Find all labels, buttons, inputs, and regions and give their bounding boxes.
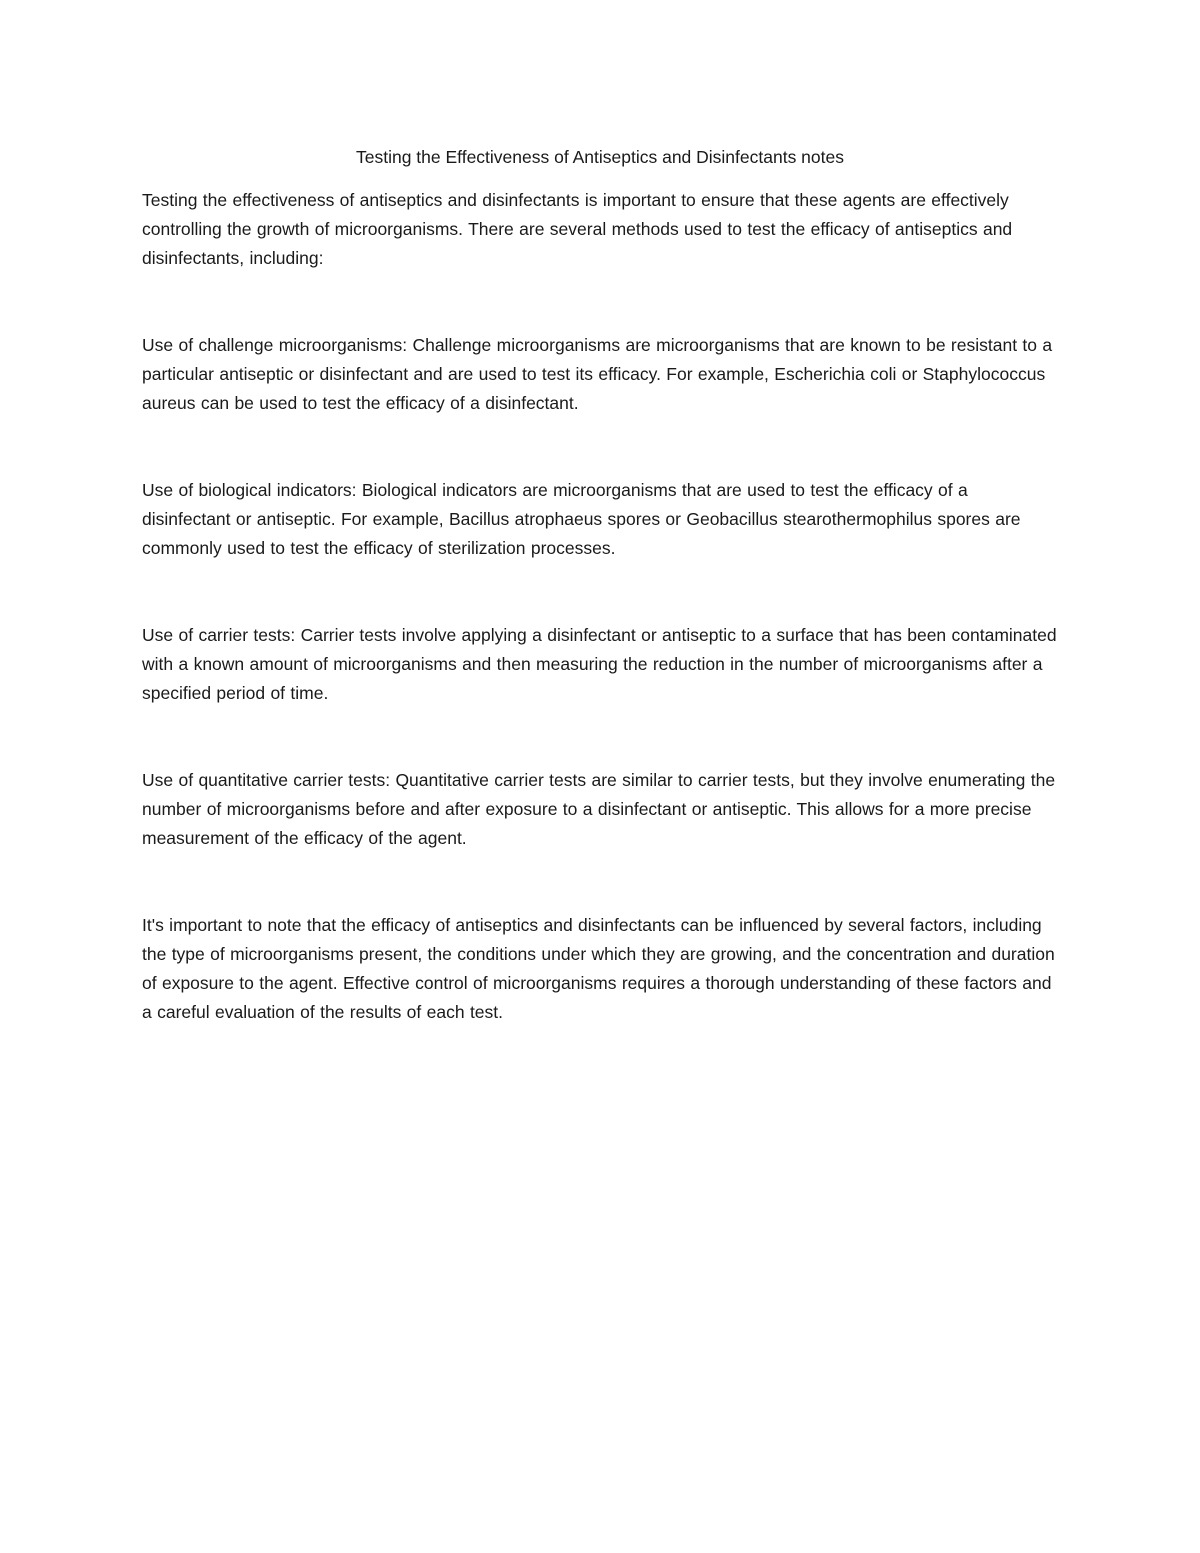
paragraph-carrier-tests: Use of carrier tests: Carrier tests involve applying a disinfectant or antiseptic to a surface that has been contaminated with a known amount of microorganisms and then measuring the reduction in the number of microorganisms after a specified period of time. — [142, 625, 1057, 703]
document-title: Testing the Effectiveness of Antiseptics and Disinfectants notes — [355, 147, 844, 167]
paragraph-quantitative-carrier-tests: Use of quantitative carrier tests: Quantitative carrier tests are similar to carrier tests, but they involve enumerating the number of microorganisms before and after exposure to a disinfectant or antiseptic. This allows for a more precise measurement of the efficacy of the agent. — [142, 770, 1056, 848]
paragraph-biological-indicators: Use of biological indicators: Biological indicators are microorganisms that are used to test the efficacy of a disinfectant or antiseptic. For example, Bacillus atrophaeus spores or Geobacillus stearothermophilus spores are commonly used to test the efficacy of sterilization processes. — [142, 480, 1021, 558]
paragraph-challenge-microorganisms: Use of challenge microorganisms: Challenge microorganisms are microorganisms that are known to be resistant to a particular antiseptic or disinfectant and are used to test its efficacy. For example, Escherichia coli or Staphylococcus aureus can be used to test the efficacy of a disinfectant. — [142, 335, 1053, 413]
paragraph-intro: Testing the effectiveness of antiseptics and disinfectants is important to ensure that these agents are effectively controlling the growth of microorganisms. There are several methods used to test the efficacy of antiseptics and disinfectants, including: — [142, 190, 1013, 268]
paragraph-conclusion: It's important to note that the efficacy of antiseptics and disinfectants can be influenced by several factors, including the type of microorganisms present, the conditions under which they are growing, and the concentration and duration of exposure to the agent. Effective control of microorganisms requires a thorough understanding of these factors and a careful evaluation of the results of each test. — [142, 915, 1055, 1022]
